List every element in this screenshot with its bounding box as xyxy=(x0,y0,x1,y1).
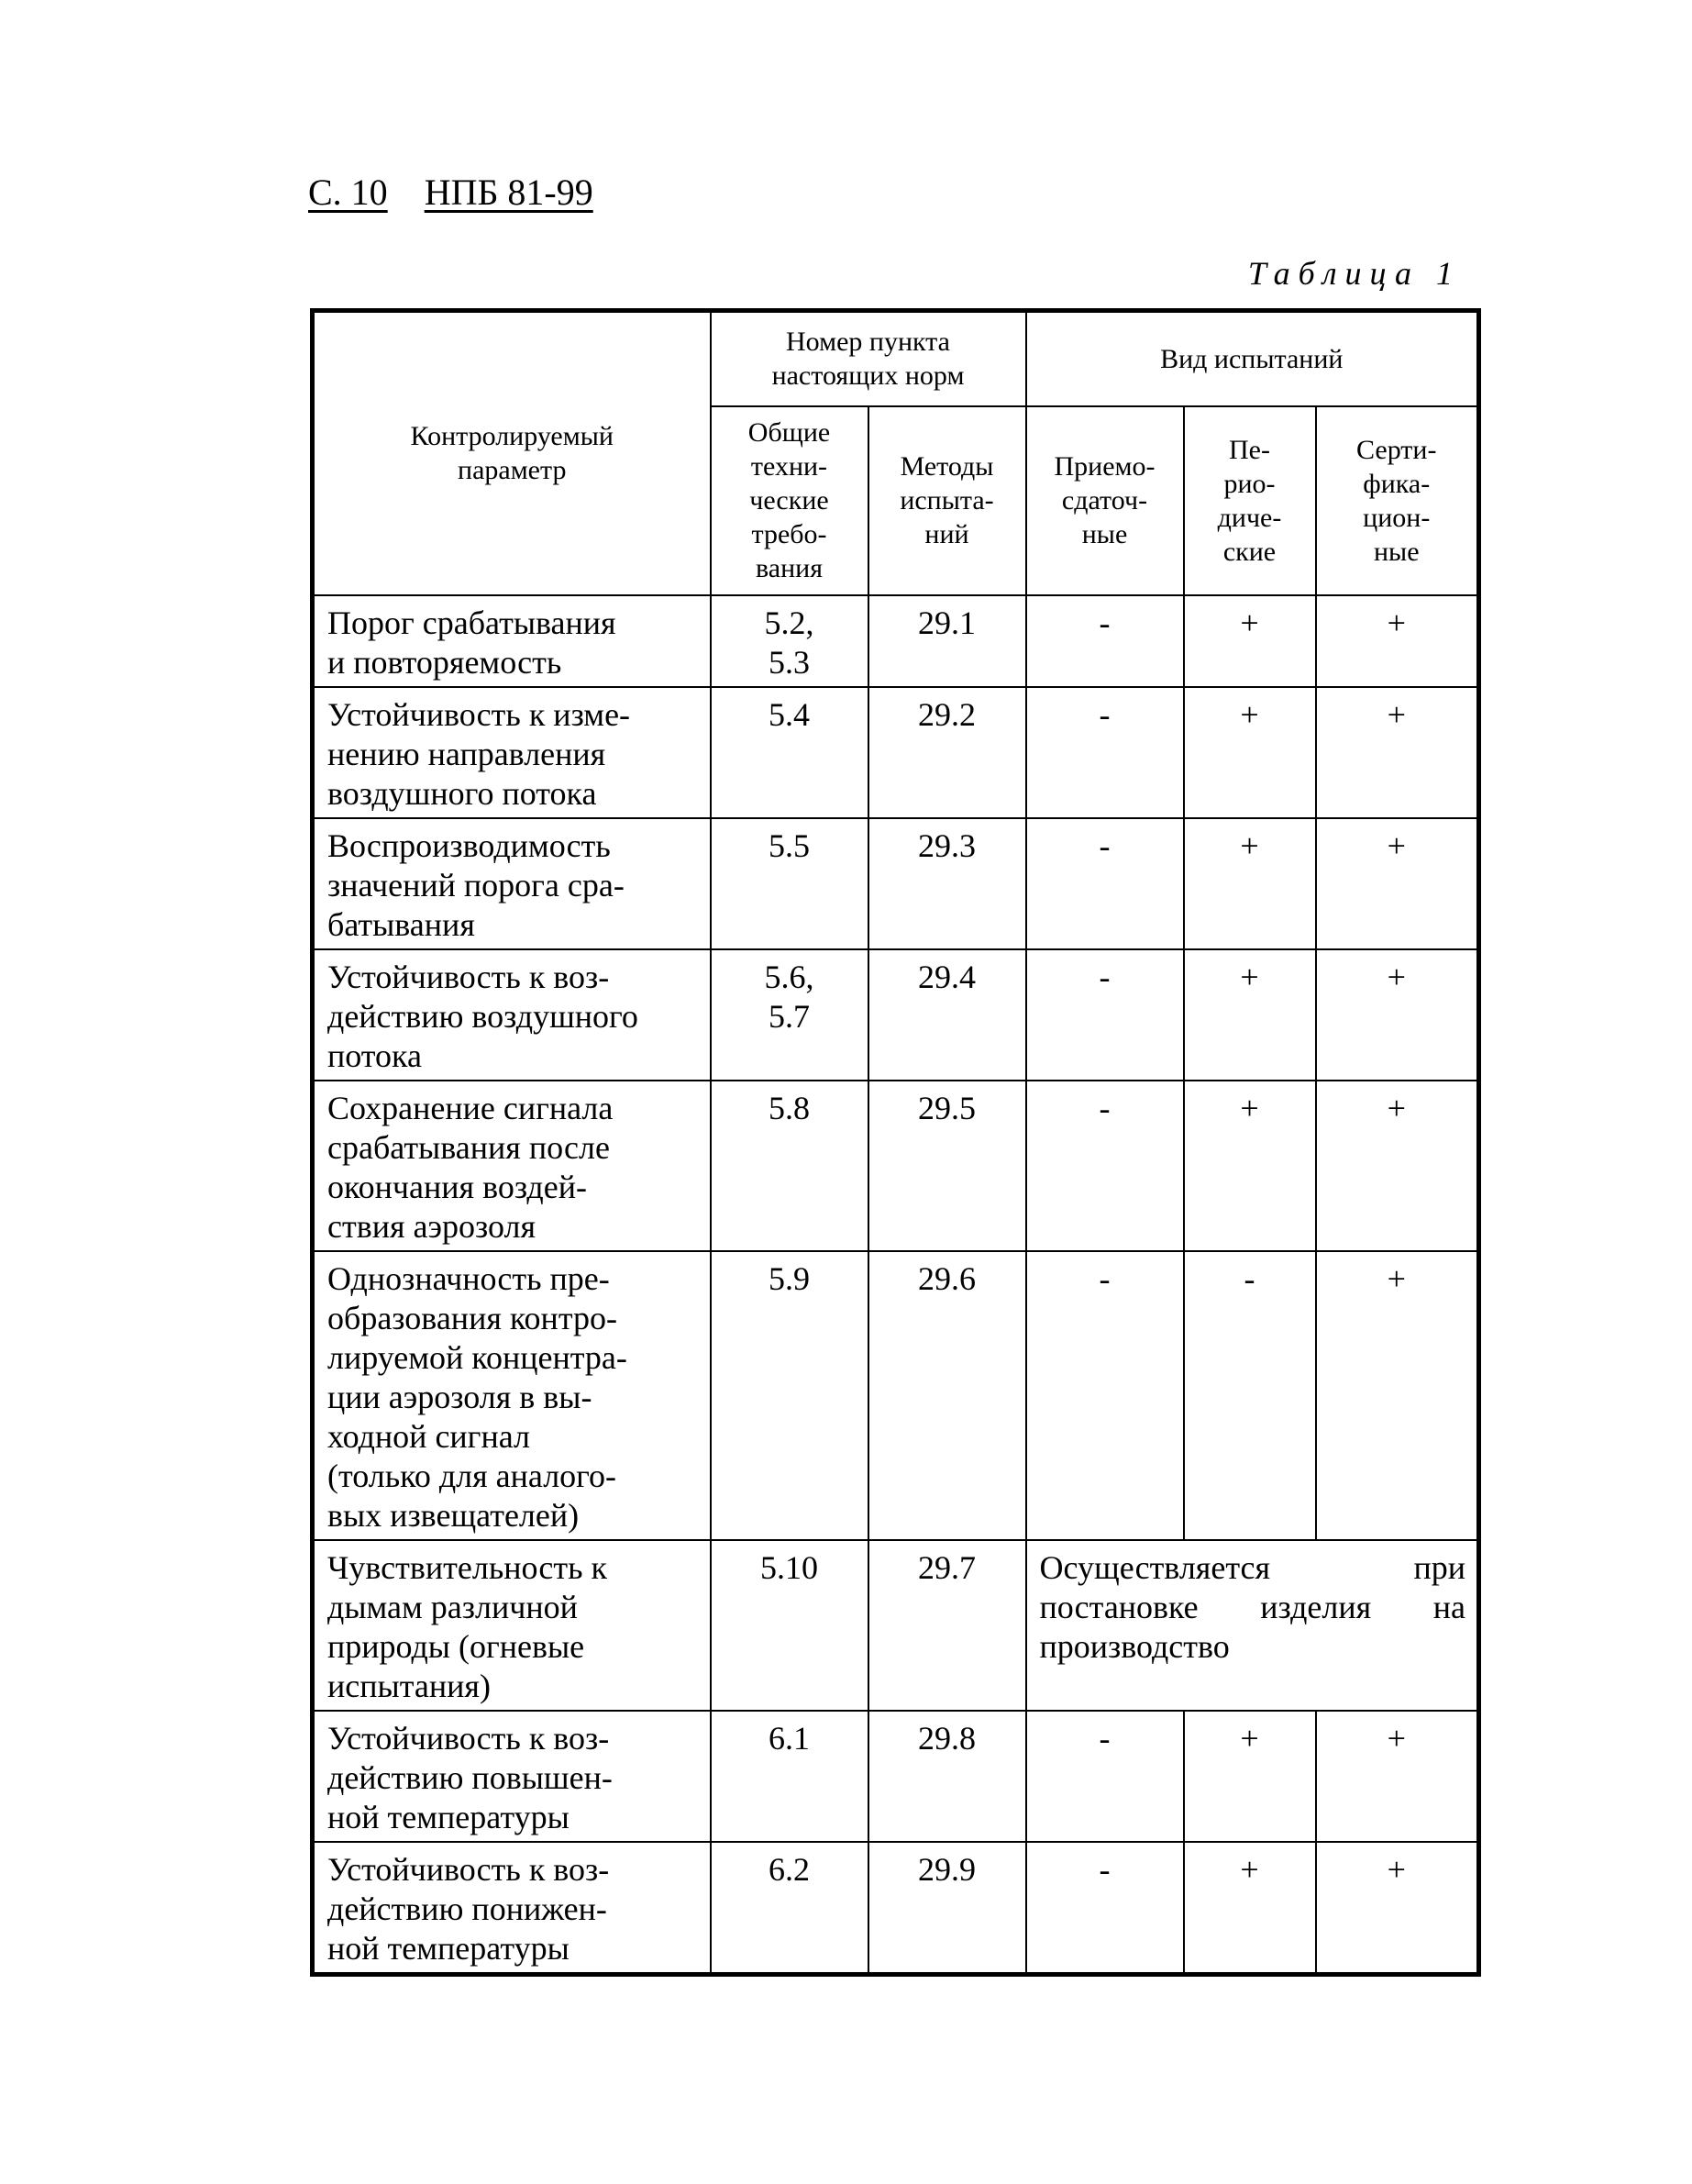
acceptance-mark: - xyxy=(1026,1251,1184,1540)
table-header xyxy=(313,311,1479,595)
acceptance-mark: - xyxy=(1026,1081,1184,1251)
acceptance-mark: - xyxy=(1026,1842,1184,1975)
acceptance-mark: - xyxy=(1026,1711,1184,1842)
acceptance-mark: - xyxy=(1026,818,1184,949)
general-clause-cell: 5.9 xyxy=(711,1251,868,1540)
header-general-requirements: Общие техни- ческие требо- вания xyxy=(711,406,868,595)
certification-mark: + xyxy=(1316,1842,1479,1975)
page-header xyxy=(308,171,593,215)
param-cell: Устойчивость к воз- действию понижен- ной температуры xyxy=(313,1842,711,1975)
table-row xyxy=(313,595,1479,687)
periodic-mark: + xyxy=(1184,1711,1316,1842)
general-clause-cell: 5.10 xyxy=(711,1540,868,1711)
acceptance-mark: - xyxy=(1026,949,1184,1081)
param-cell: Устойчивость к воз- действию воздушного потока xyxy=(313,949,711,1081)
certification-mark: + xyxy=(1316,1251,1479,1540)
general-clause-cell: 6.2 xyxy=(711,1842,868,1975)
header-clause-group: Номер пункта настоящих норм xyxy=(711,311,1026,406)
method-clause-cell: 29.7 xyxy=(868,1540,1026,1711)
header-test-methods: Методы испыта- ний xyxy=(868,406,1026,595)
method-clause-cell: 29.9 xyxy=(868,1842,1026,1975)
requirements-table xyxy=(310,308,1481,1977)
param-cell: Чувствительность к дымам различной природы (огневые испытания) xyxy=(313,1540,711,1711)
param-cell: Устойчивость к изме- нению направления воздушного потока xyxy=(313,687,711,818)
periodic-mark: + xyxy=(1184,1081,1316,1251)
certification-mark: + xyxy=(1316,818,1479,949)
document-code: НПБ 81-99 xyxy=(424,172,593,213)
header-param: Контролируемый параметр xyxy=(313,311,711,595)
table-row xyxy=(313,1081,1479,1251)
periodic-mark: + xyxy=(1184,949,1316,1081)
param-cell: Воспроизводимость значений порога сра- батывания xyxy=(313,818,711,949)
general-clause-cell: 5.4 xyxy=(711,687,868,818)
table-row xyxy=(313,1711,1479,1842)
method-clause-cell: 29.6 xyxy=(868,1251,1026,1540)
param-cell: Сохранение сигнала срабатывания после окончания воздей- ствия аэрозоля xyxy=(313,1081,711,1251)
table-row xyxy=(313,687,1479,818)
certification-mark: + xyxy=(1316,1711,1479,1842)
general-clause-cell: 6.1 xyxy=(711,1711,868,1842)
test-note: Осуществляется при постановке изделия на производство xyxy=(1026,1540,1479,1711)
method-clause-cell: 29.4 xyxy=(868,949,1026,1081)
certification-mark: + xyxy=(1316,595,1479,687)
periodic-mark: - xyxy=(1184,1251,1316,1540)
param-cell: Устойчивость к воз- действию повышен- ной температуры xyxy=(313,1711,711,1842)
periodic-mark: + xyxy=(1184,818,1316,949)
table-row xyxy=(313,1842,1479,1975)
method-clause-cell: 29.8 xyxy=(868,1711,1026,1842)
periodic-mark: + xyxy=(1184,1842,1316,1975)
acceptance-mark: - xyxy=(1026,687,1184,818)
general-clause-cell: 5.5 xyxy=(711,818,868,949)
method-clause-cell: 29.1 xyxy=(868,595,1026,687)
header-periodic: Пе- рио- диче- ские xyxy=(1184,406,1316,595)
table-row xyxy=(313,818,1479,949)
header-certification: Серти- фика- цион- ные xyxy=(1316,406,1479,595)
table-row xyxy=(313,1540,1479,1711)
table-row xyxy=(313,949,1479,1081)
general-clause-cell: 5.8 xyxy=(711,1081,868,1251)
method-clause-cell: 29.5 xyxy=(868,1081,1026,1251)
table-row xyxy=(313,1251,1479,1540)
param-cell: Однозначность пре- образования контро- лируемой концентра- ции аэрозоля в вы- ходной сигнал (только для аналого- вых извещателей) xyxy=(313,1251,711,1540)
table-body xyxy=(313,595,1479,1975)
acceptance-mark: - xyxy=(1026,595,1184,687)
method-clause-cell: 29.2 xyxy=(868,687,1026,818)
periodic-mark: + xyxy=(1184,687,1316,818)
method-clause-cell: 29.3 xyxy=(868,818,1026,949)
certification-mark: + xyxy=(1316,1081,1479,1251)
general-clause-cell: 5.2, 5.3 xyxy=(711,595,868,687)
table-caption: Таблица 1 xyxy=(1247,255,1461,292)
param-cell: Порог срабатывания и повторяемость xyxy=(313,595,711,687)
general-clause-cell: 5.6, 5.7 xyxy=(711,949,868,1081)
header-acceptance: Приемо- сдаточ- ные xyxy=(1026,406,1184,595)
periodic-mark: + xyxy=(1184,595,1316,687)
certification-mark: + xyxy=(1316,949,1479,1081)
page-number: С. 10 xyxy=(308,172,388,213)
certification-mark: + xyxy=(1316,687,1479,818)
header-test-group: Вид испытаний xyxy=(1026,311,1479,406)
